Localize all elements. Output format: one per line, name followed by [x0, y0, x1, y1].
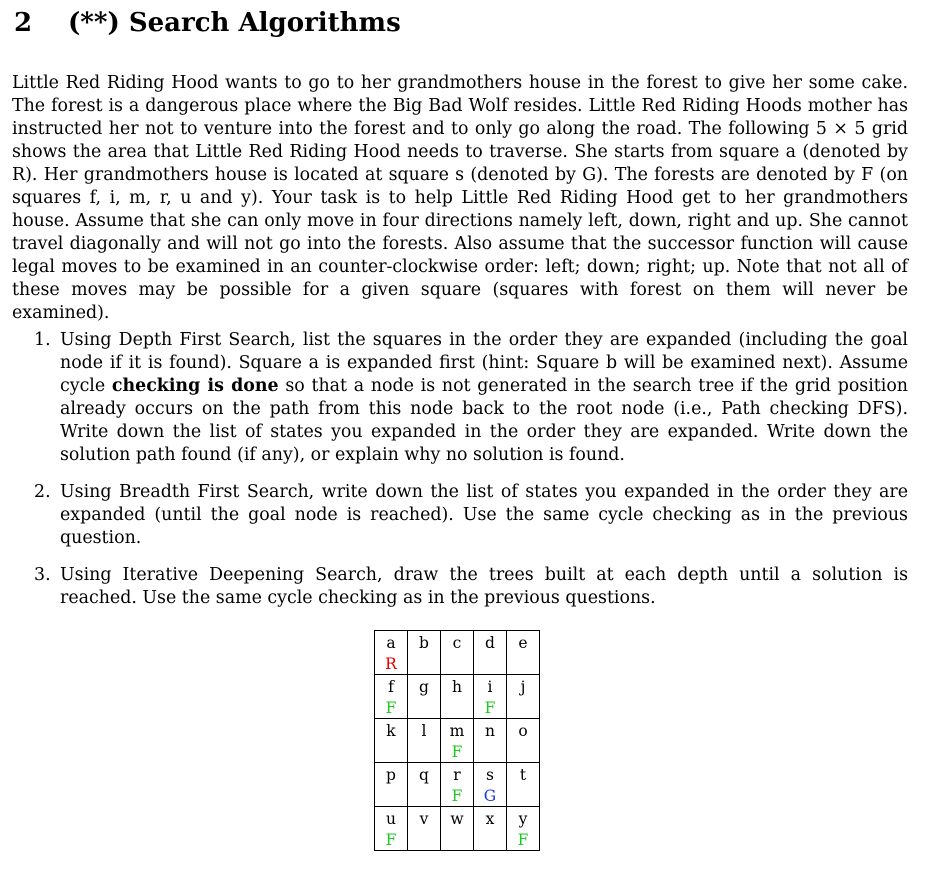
question-item — [34, 329, 908, 467]
grid-cell-v — [408, 807, 441, 851]
intro-paragraph: Little Red Riding Hood wants to go to her grandmothers house in the forest to give her some cake. The forest is a dangerous place where the Big Bad Wolf resides. Little Red Riding Hoods mother has instructed her not to venture into the forest and to only go along the road. The following 5 × 5 grid shows the area that Little Red Riding Hood needs to traverse. She starts from square a (denoted by R). Her grandmothers house is located at square s (denoted by G). The forests are denoted by F (on squares f, i, m, r, u and y). Your task is to help Little Red Riding Hood get to her grandmothers house. Assume that she can only move in four directions namely left, down, right and up. She cannot travel diagonally and will not go into the forests. Also assume that the successor function will cause legal moves to be examined in an counter-clockwise order: left; down; right; up. Note that not all of these moves may be possible for a given square (squares with forest on them will never be examined). — [12, 73, 908, 323]
grid-cell-letter: t — [519, 766, 527, 784]
grid-cell-r — [441, 763, 474, 807]
grid-cell-letter: o — [518, 722, 528, 740]
question-number: 1. — [34, 330, 51, 350]
grid-cell-letter: s — [486, 766, 494, 784]
grid-cell-u — [375, 807, 408, 851]
grid-cell-b — [408, 631, 441, 675]
question-text: Using Iterative Deepening Search, draw the trees built at each depth until a solution is reached. Use the same cycle checking as in the previous questions. — [60, 565, 908, 608]
grid-cell-s — [474, 763, 507, 807]
grid-cell-i — [474, 675, 507, 719]
grid-cell-o — [507, 719, 540, 763]
grid-cell-letter: e — [518, 634, 528, 652]
grid-cell-letter: n — [485, 722, 495, 740]
grid-cell-letter: u — [386, 810, 396, 828]
grid-cell-n — [474, 719, 507, 763]
grid-cell-letter: y — [518, 810, 528, 828]
grid-cell-e — [507, 631, 540, 675]
grid-cell-letter: a — [386, 634, 396, 652]
grid-row — [375, 807, 540, 851]
grid-cell-letter: v — [419, 810, 429, 828]
grid-cell-k — [375, 719, 408, 763]
grid-row — [375, 675, 540, 719]
question-text-part: so that a node is not generated in the search tree if the grid position already occurs on the path from this node back to the root node (i.e., Path checking DFS). Write down the list of states you expanded in the order they are expanded. Write down the solution path found (if any), or explain why no solution is found. — [60, 376, 909, 465]
grid-cell-mark: G — [483, 787, 497, 805]
grid-cell-f — [375, 675, 408, 719]
grid-cell-letter: b — [419, 634, 429, 652]
grid-cell-letter: i — [487, 678, 493, 696]
question-text-part: Using Depth First Search, list the squares in the order they are expanded (including the goal node if it is found). Square a is expanded first (hint: Square b will be examined next). Assume cycle — [60, 330, 908, 396]
grid-cell-y — [507, 807, 540, 851]
grid-cell-mark: F — [385, 699, 397, 717]
grid-cell-letter: d — [485, 634, 495, 652]
section-title: (**) Search Algorithms — [68, 8, 401, 38]
grid-cell-q — [408, 763, 441, 807]
grid-cell-x — [474, 807, 507, 851]
question-text: Using Breadth First Search, write down the list of states you expanded in the order they are expanded (until the goal node is reached). Use the same cycle checking as in the previous question. — [60, 482, 908, 548]
question-number: 2. — [34, 482, 51, 502]
question-item — [34, 481, 908, 550]
grid-cell-j — [507, 675, 540, 719]
section-number: 2 — [14, 8, 33, 38]
grid-cell-letter: r — [453, 766, 461, 784]
grid-cell-m — [441, 719, 474, 763]
grid-cell-letter: m — [449, 722, 465, 740]
grid-row — [375, 719, 540, 763]
section-heading — [14, 8, 401, 38]
grid-cell-letter: w — [450, 810, 464, 828]
grid-cell-letter: p — [386, 766, 396, 784]
grid-cell-mark: F — [517, 831, 529, 849]
grid-cell-p — [375, 763, 408, 807]
grid-cell-d — [474, 631, 507, 675]
question-text-bold: checking is done — [111, 376, 279, 396]
grid-cell-t — [507, 763, 540, 807]
grid-cell-mark: F — [451, 743, 463, 761]
grid-cell-letter: l — [421, 722, 427, 740]
question-item — [34, 564, 908, 610]
question-number: 3. — [34, 565, 51, 585]
grid-cell-letter: f — [388, 678, 394, 696]
grid-cell-mark: F — [451, 787, 463, 805]
grid-cell-g — [408, 675, 441, 719]
grid-cell-c — [441, 631, 474, 675]
grid-cell-letter: h — [452, 678, 462, 696]
question-text — [60, 329, 908, 467]
forest-grid — [374, 630, 540, 851]
grid-cell-letter: k — [386, 722, 396, 740]
grid-cell-letter: j — [520, 678, 526, 696]
grid-cell-h — [441, 675, 474, 719]
grid-cell-letter: x — [485, 810, 495, 828]
grid-cell-letter: c — [452, 634, 462, 652]
grid-cell-mark: F — [484, 699, 496, 717]
grid-cell-l — [408, 719, 441, 763]
grid-row — [375, 763, 540, 807]
grid-cell-mark: F — [385, 831, 397, 849]
grid-cell-letter: g — [419, 678, 429, 696]
grid-cell-a — [375, 631, 408, 675]
grid-cell-mark: R — [385, 655, 397, 673]
grid-cell-w — [441, 807, 474, 851]
grid-row — [375, 631, 540, 675]
grid-cell-letter: q — [419, 766, 429, 784]
question-list — [34, 329, 908, 624]
